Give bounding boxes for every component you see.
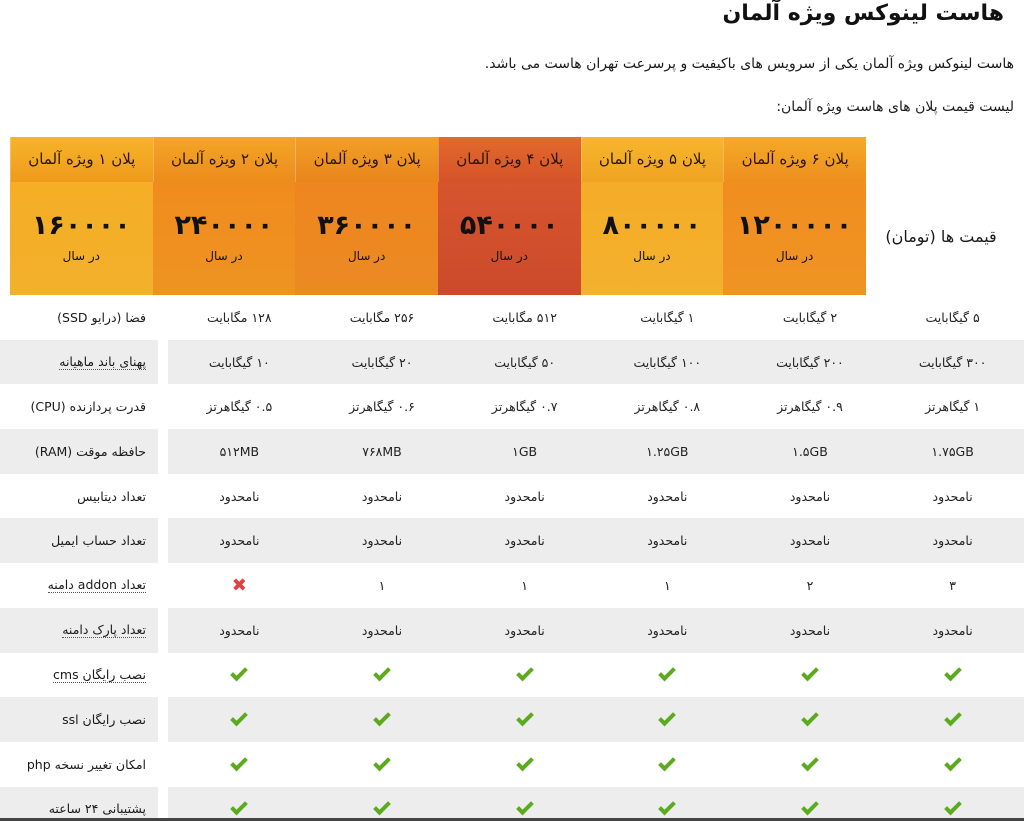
- table-cell: [739, 340, 882, 385]
- cell-value: نامحدود: [219, 622, 260, 638]
- plan-column[interactable]: [723, 137, 866, 295]
- cell-value: ۲۰۰ گیگابایت: [776, 354, 844, 370]
- check-icon: [658, 664, 676, 682]
- cell-value: ۱.۷۵GB: [931, 443, 974, 459]
- table-cell: [453, 518, 596, 563]
- table-row: [0, 653, 1024, 698]
- plan-price-box: [153, 182, 296, 295]
- feature-label: پشتیبانی ۲۴ ساعته: [48, 801, 146, 817]
- plan-price-box: [10, 182, 153, 295]
- plan-name: پلان ۵ ویژه آلمان: [581, 137, 724, 182]
- table-row: [0, 608, 1024, 653]
- cell-value: نامحدود: [789, 533, 831, 549]
- table-cell: [739, 608, 882, 653]
- table-cell: [453, 474, 596, 519]
- table-cell: [739, 742, 882, 787]
- feature-values: [168, 474, 1024, 519]
- table-cell: [311, 563, 454, 608]
- table-cell: [168, 518, 311, 563]
- check-icon: [801, 753, 819, 771]
- plan-price-box: [723, 182, 866, 295]
- table-row: [0, 742, 1024, 787]
- plan-name: پلان ۱ ویژه آلمان: [10, 137, 153, 182]
- feature-label-cell: [0, 742, 158, 787]
- table-cell: [881, 742, 1024, 787]
- cell-value: ۵۰ گیگابایت: [494, 354, 556, 370]
- table-cell: [881, 787, 1024, 821]
- table-row: [0, 563, 1024, 608]
- plan-period: در سال: [633, 249, 671, 263]
- check-icon: [373, 753, 391, 771]
- feature-label-cell: [0, 429, 158, 474]
- table-cell: [596, 474, 739, 519]
- cell-value: ۰.۶ گیگاهرتز: [349, 399, 415, 415]
- plan-period: در سال: [62, 249, 101, 263]
- plan-name: پلان ۴ ویژه آلمان: [438, 137, 581, 182]
- cell-value: نامحدود: [789, 488, 831, 504]
- cell-value: نامحدود: [932, 622, 973, 638]
- cell-value: ۵۱۲MB: [219, 443, 260, 459]
- table-cell: [881, 384, 1024, 429]
- price-label: قیمت ها (تومان): [885, 226, 997, 246]
- feature-values: [168, 429, 1024, 474]
- feature-label-cell: [0, 563, 158, 608]
- table-cell: [311, 474, 454, 519]
- table-row: [0, 340, 1024, 385]
- table-cell: [596, 742, 739, 787]
- table-cell: [881, 563, 1024, 608]
- cell-value: ۲ گیگابایت: [782, 309, 838, 325]
- check-icon: [230, 664, 248, 682]
- feature-values: [168, 563, 1024, 608]
- table-cell: [881, 697, 1024, 742]
- feature-label-cell: [0, 340, 158, 385]
- cell-value: ۱۰ گیگابایت: [208, 354, 270, 370]
- table-cell: [311, 429, 454, 474]
- table-cell: [881, 653, 1024, 698]
- cell-value: نامحدود: [361, 622, 403, 638]
- plan-price: ۲۴۰۰۰۰: [174, 210, 274, 241]
- features-table: [0, 295, 1024, 821]
- table-row: [0, 384, 1024, 429]
- cell-value: ۱: [378, 577, 386, 593]
- cell-value: ۳: [949, 577, 956, 593]
- table-cell: [881, 429, 1024, 474]
- plan-column[interactable]: [438, 137, 581, 295]
- cell-value: نامحدود: [789, 622, 831, 638]
- check-icon: [230, 709, 248, 727]
- table-cell: [311, 608, 454, 653]
- table-cell: [311, 518, 454, 563]
- table-cell: [596, 340, 739, 385]
- cross-icon: ✖: [231, 574, 247, 596]
- cell-value: ۱: [521, 577, 528, 593]
- cell-value: ۲۰ گیگابایت: [351, 354, 413, 370]
- feature-values: [168, 787, 1024, 821]
- table-cell: [168, 295, 311, 340]
- feature-label-cell: [0, 653, 158, 698]
- plan-period: در سال: [347, 249, 386, 263]
- cell-value: ۱.۲۵GB: [646, 443, 689, 459]
- table-cell: [881, 340, 1024, 385]
- plans-header: [10, 137, 866, 295]
- table-cell: [881, 474, 1024, 519]
- plan-price: ۳۶۰۰۰۰: [317, 210, 417, 241]
- feature-label: تعداد دیتابیس: [77, 488, 146, 504]
- table-row: [0, 429, 1024, 474]
- check-icon: [516, 753, 534, 771]
- table-cell: [453, 608, 596, 653]
- feature-values: [168, 340, 1024, 385]
- feature-label: فضا (درایو SSD): [57, 309, 146, 325]
- cell-value: نامحدود: [647, 533, 688, 549]
- feature-values: [168, 384, 1024, 429]
- plan-period: در سال: [490, 249, 528, 263]
- table-cell: [168, 742, 311, 787]
- table-cell: [596, 563, 739, 608]
- table-cell: [453, 563, 596, 608]
- feature-values: [168, 697, 1024, 742]
- table-cell: [596, 697, 739, 742]
- cell-value: ۲: [806, 577, 814, 593]
- cell-value: نامحدود: [647, 488, 688, 504]
- feature-label-cell: [0, 697, 158, 742]
- table-cell: [311, 384, 454, 429]
- feature-label: امکان تغییر نسخه php: [26, 756, 146, 772]
- table-cell: [168, 340, 311, 385]
- feature-values: [168, 608, 1024, 653]
- cell-value: ۱۰۰ گیگابایت: [633, 354, 702, 370]
- table-cell: [311, 742, 454, 787]
- cell-value: ۷۶۸MB: [362, 443, 402, 459]
- plan-price: ۱۶۰۰۰۰: [31, 210, 131, 241]
- table-row: [0, 697, 1024, 742]
- table-cell: [168, 563, 311, 608]
- feature-label-cell: [0, 787, 158, 821]
- cell-value: ۱ گیگاهرتز: [925, 399, 981, 415]
- feature-values: [168, 653, 1024, 698]
- feature-label[interactable]: تعداد addon دامنه: [47, 577, 146, 593]
- cell-value: ۰.۵ گیگاهرتز: [206, 399, 273, 415]
- plan-name: پلان ۶ ویژه آلمان: [723, 137, 866, 182]
- cell-value: نامحدود: [504, 533, 545, 549]
- feature-label-cell: [0, 608, 158, 653]
- plan-column[interactable]: [10, 137, 153, 295]
- feature-label-cell: [0, 474, 158, 519]
- check-icon: [373, 798, 391, 816]
- table-cell: [311, 787, 454, 821]
- table-cell: [596, 429, 739, 474]
- table-cell: [453, 384, 596, 429]
- table-row: [0, 295, 1024, 340]
- check-icon: [373, 664, 391, 682]
- check-icon: [801, 709, 819, 727]
- feature-label: قدرت پردازنده (CPU): [30, 399, 146, 415]
- table-cell: [596, 384, 739, 429]
- table-cell: [453, 697, 596, 742]
- check-icon: [516, 664, 534, 682]
- plan-name: پلان ۲ ویژه آلمان: [153, 137, 296, 182]
- table-cell: [311, 295, 454, 340]
- table-cell: [739, 474, 882, 519]
- feature-label-cell: [0, 518, 158, 563]
- feature-label: تعداد حساب ایمیل: [51, 533, 146, 549]
- check-icon: [516, 798, 534, 816]
- cell-value: ۱GB: [512, 443, 538, 459]
- plan-period: در سال: [205, 249, 243, 263]
- table-cell: [168, 787, 311, 821]
- cell-value: ۱۲۸ مگابایت: [207, 309, 272, 325]
- table-row: [0, 787, 1024, 821]
- table-cell: [453, 295, 596, 340]
- feature-values: [168, 518, 1024, 563]
- cell-value: ۵۱۲ مگابایت: [492, 309, 557, 325]
- cell-value: نامحدود: [219, 533, 260, 549]
- check-icon: [944, 798, 962, 816]
- table-cell: [739, 518, 882, 563]
- plan-price: ۵۴۰۰۰۰: [459, 210, 559, 241]
- cell-value: نامحدود: [219, 488, 260, 504]
- check-icon: [658, 753, 676, 771]
- cell-value: ۳۰۰ گیگابایت: [918, 354, 987, 370]
- table-cell: [596, 295, 739, 340]
- check-icon: [658, 798, 676, 816]
- plan-column[interactable]: [153, 137, 296, 295]
- table-cell: [739, 787, 882, 821]
- table-cell: [453, 742, 596, 787]
- cell-value: ۲۵۶ مگابایت: [349, 309, 415, 325]
- table-cell: [596, 608, 739, 653]
- check-icon: [801, 664, 819, 682]
- table-cell: [168, 697, 311, 742]
- cell-value: ۱.۵GB: [792, 443, 828, 459]
- check-icon: [230, 798, 248, 816]
- table-cell: [739, 653, 882, 698]
- feature-label-cell: [0, 295, 158, 340]
- plan-price-box: [581, 182, 724, 295]
- plan-price-box: [438, 182, 581, 295]
- table-cell: [453, 653, 596, 698]
- check-icon: [944, 709, 962, 727]
- feature-values: [168, 295, 1024, 340]
- feature-label: نصب رایگان ssl: [62, 712, 146, 728]
- intro-text: هاست لینوکس ویژه آلمان یکی از سرویس های باکیفیت و پرسرعت تهران هاست می باشد.: [484, 56, 1014, 72]
- cell-value: نامحدود: [361, 533, 403, 549]
- cell-value: ۱: [663, 577, 671, 593]
- table-cell: [739, 429, 882, 474]
- cell-value: ۰.۹ گیگاهرتز: [777, 399, 843, 415]
- feature-label: حافظه موقت (RAM): [34, 443, 146, 459]
- check-icon: [658, 709, 676, 727]
- cell-value: ۵ گیگابایت: [925, 309, 980, 325]
- table-cell: [739, 697, 882, 742]
- check-icon: [944, 664, 962, 682]
- plan-price-box: [295, 182, 438, 295]
- table-cell: [168, 608, 311, 653]
- feature-label[interactable]: تعداد پارک دامنه: [62, 622, 146, 638]
- plan-column[interactable]: [581, 137, 724, 295]
- check-icon: [516, 709, 534, 727]
- table-cell: [168, 474, 311, 519]
- table-cell: [881, 295, 1024, 340]
- page-title: هاست لینوکس ویژه آلمان: [722, 1, 1004, 26]
- table-cell: [168, 653, 311, 698]
- cell-value: نامحدود: [361, 488, 403, 504]
- table-cell: [453, 429, 596, 474]
- table-cell: [881, 608, 1024, 653]
- table-cell: [739, 295, 882, 340]
- cell-value: نامحدود: [932, 488, 973, 504]
- check-icon: [944, 753, 962, 771]
- table-cell: [168, 384, 311, 429]
- cell-value: نامحدود: [932, 533, 973, 549]
- cell-value: نامحدود: [504, 488, 545, 504]
- table-cell: [311, 340, 454, 385]
- table-cell: [596, 653, 739, 698]
- table-cell: [739, 563, 882, 608]
- feature-label[interactable]: نصب رایگان cms: [53, 666, 146, 682]
- table-row: [0, 518, 1024, 563]
- check-icon: [230, 753, 248, 771]
- cell-value: نامحدود: [647, 622, 688, 638]
- feature-label[interactable]: پهنای باند ماهیانه: [59, 354, 146, 370]
- table-cell: [881, 518, 1024, 563]
- price-list-title: لیست قیمت پلان های هاست ویژه آلمان:: [776, 99, 1014, 115]
- plan-price: ۸۰۰۰۰۰: [602, 210, 702, 241]
- table-cell: [453, 340, 596, 385]
- check-icon: [373, 709, 391, 727]
- plan-period: در سال: [775, 249, 814, 263]
- feature-label-cell: [0, 384, 158, 429]
- plan-column[interactable]: [295, 137, 438, 295]
- feature-values: [168, 742, 1024, 787]
- cell-value: ۰.۸ گیگاهرتز: [634, 399, 701, 415]
- check-icon: [801, 798, 819, 816]
- plan-price: ۱۲۰۰۰۰۰: [736, 210, 853, 241]
- table-cell: [311, 697, 454, 742]
- table-cell: [453, 787, 596, 821]
- table-cell: [596, 787, 739, 821]
- cell-value: ۰.۷ گیگاهرتز: [491, 399, 558, 415]
- plan-name: پلان ۳ ویژه آلمان: [295, 137, 438, 182]
- table-cell: [739, 384, 882, 429]
- table-cell: [596, 518, 739, 563]
- cell-value: ۱ گیگابایت: [640, 309, 695, 325]
- table-cell: [168, 429, 311, 474]
- table-row: [0, 474, 1024, 519]
- cell-value: نامحدود: [504, 622, 545, 638]
- table-cell: [311, 653, 454, 698]
